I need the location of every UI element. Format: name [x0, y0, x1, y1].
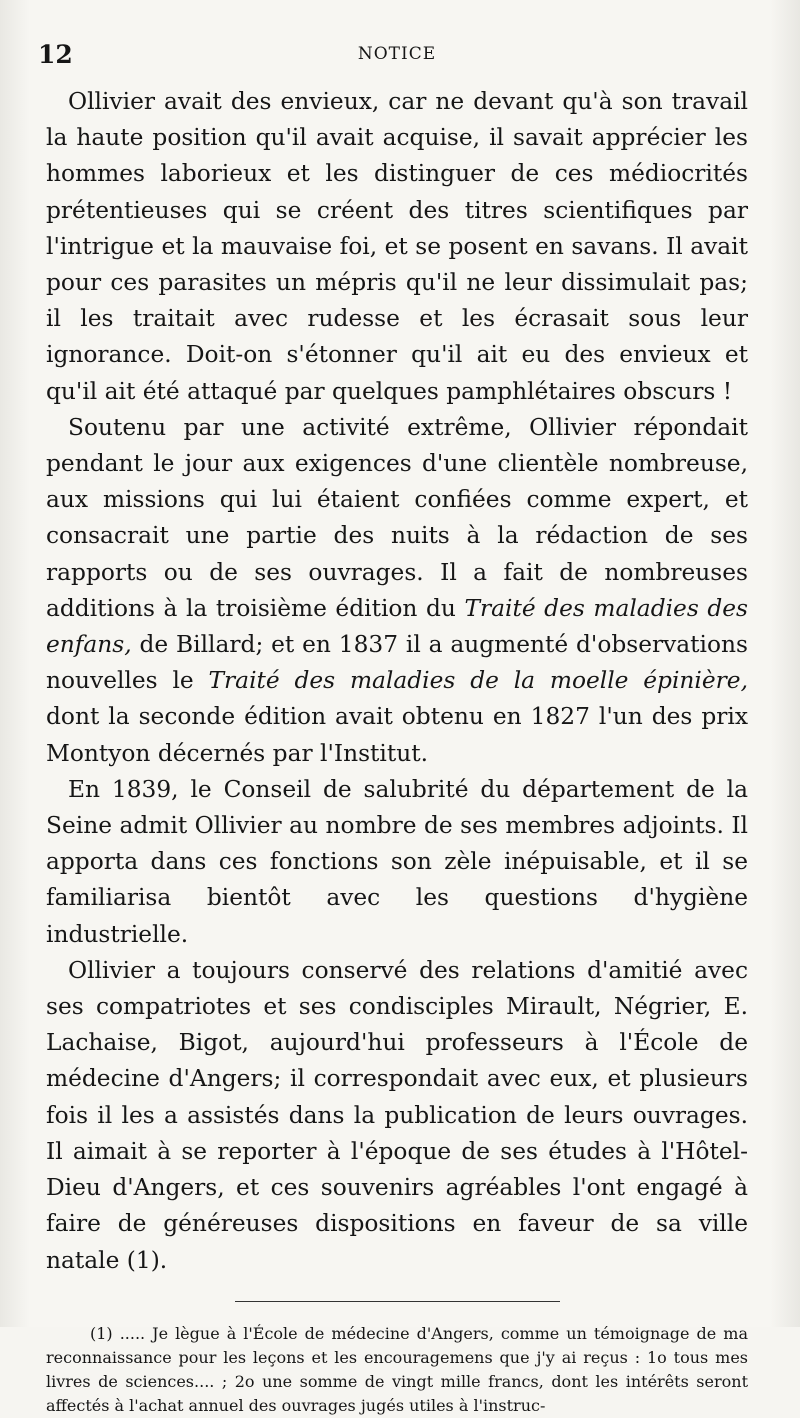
- footnotes: [46, 1322, 748, 1418]
- footnote-divider: [235, 1301, 560, 1302]
- paragraph: [46, 772, 748, 953]
- italic-title: Traité des maladies de la moelle épinière,: [208, 667, 748, 695]
- paragraph-text: En 1839, le Conseil de salubrité du département de la Seine admit Ollivier au nombre de ses membres adjoints. Il apporta dans ces fonctions son zèle inépuisable, et il se familiarisa bientôt avec les questions d'hygiène industrielle.: [46, 775, 748, 948]
- body-text: [46, 84, 748, 1279]
- paragraph-text: Ollivier a toujours conservé des relations d'amitié avec ses compatriotes et ses condisciples Mirault, Négrier, E. Lachaise, Bigot, aujourd'hui professeurs à l'École de médecine d'Angers; il correspondait avec eux, et plusieurs fois il les a assistés dans la publication de leurs ouvrages. Il aimait à se reporter à l'époque de ses études à l'Hôtel-Dieu d'Angers, et ces souvenirs agréables l'ont engagé à faire de généreuses dispositions en faveur de sa ville natale (1).: [46, 956, 748, 1274]
- page-header: [38, 32, 748, 72]
- footnote: (1) ..... Je lègue à l'École de médecine d'Angers, comme un témoignage de ma reconnaissance pour les leçons et les encouragemens que j'y ai reçus : 1o tous mes livres de sciences.... ; 2o une somme de vingt mille francs, dont les intérêts seront affectés à l'achat annuel des ouvrages jugés utiles à l'instruc-: [46, 1323, 748, 1415]
- paragraph-text: de Billard; et en 1837 il a augmenté d'observations nouvelles le: [46, 631, 748, 695]
- paragraph: [46, 953, 748, 1279]
- running-title: NOTICE: [357, 44, 437, 64]
- paragraph-text: dont la seconde édition avait obtenu en 1827 l'un des prix Montyon décernés par l'Institut.: [46, 703, 748, 767]
- paragraph-text: Soutenu par une activité extrême, Ollivier répondait pendant le jour aux exigences d'une clientèle nombreuse, aux missions qui lui étaient confiées comme expert, et consacrait une partie des nuits à la rédaction de ses rapports ou de ses ouvrages. Il a fait de nombreuses additions à la troisième édition du: [46, 413, 748, 622]
- paragraph: [46, 84, 748, 410]
- page-number: 12: [38, 40, 73, 69]
- paragraph: [46, 410, 748, 772]
- paragraph-text: Ollivier avait des envieux, car ne devant qu'à son travail la haute position qu'il avait acquise, il savait apprécier les hommes laborieux et les distinguer de ces médiocrités prétentieuses qui se créent des titres scientifiques par l'intrigue et la mauvaise foi, et se posent en savans. Il avait pour ces parasites un mépris qu'il ne leur dissimulait pas; il les traitait avec rudesse et les écrasait sous leur ignorance. Doit-on s'étonner qu'il ait eu des envieux et qu'il ait été attaqué par quelques pamphlétaires obscurs !: [46, 88, 748, 405]
- italic-title: Traité des maladies des enfans,: [46, 594, 749, 659]
